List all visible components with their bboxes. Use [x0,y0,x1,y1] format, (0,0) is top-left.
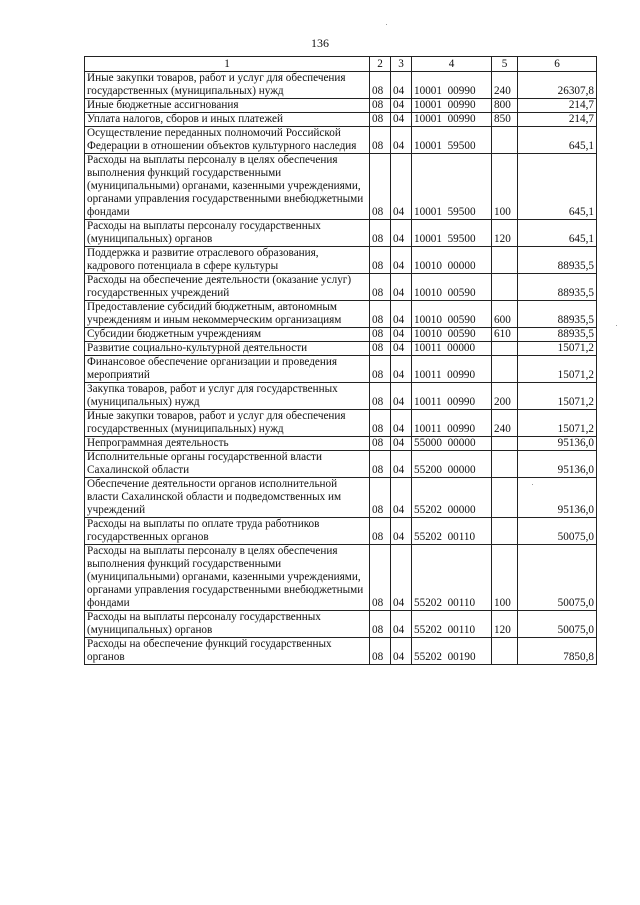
row-subsection: 04 [391,611,412,638]
row-subsection: 04 [391,638,412,665]
table-row [85,154,597,220]
row-target-article: 10010 00590 [412,274,492,301]
row-target-article: 10001 00990 [412,113,492,127]
row-subsection: 04 [391,154,412,220]
row-subsection: 04 [391,99,412,113]
row-expense-type: 850 [492,113,518,127]
header-col-6: 6 [518,57,597,72]
table-row [85,220,597,247]
row-section: 08 [370,72,391,99]
row-amount: 15071,2 [518,342,597,356]
row-name: Иные бюджетные ассигнования [85,99,370,113]
table-row [85,356,597,383]
row-section: 08 [370,220,391,247]
row-amount: 50075,0 [518,518,597,545]
row-target-article: 55202 00000 [412,478,492,518]
row-target-article: 10001 00990 [412,72,492,99]
table-row [85,518,597,545]
row-name: Финансовое обеспечение организации и проведения мероприятий [85,356,370,383]
table-row [85,274,597,301]
row-amount: 15071,2 [518,410,597,437]
row-section: 08 [370,328,391,342]
row-section: 08 [370,410,391,437]
row-name: Исполнительные органы государственной власти Сахалинской области [85,451,370,478]
table-row [85,247,597,274]
row-expense-type: 120 [492,611,518,638]
row-section: 08 [370,356,391,383]
row-expense-type: 610 [492,328,518,342]
row-name: Иные закупки товаров, работ и услуг для обеспечения государственных (муниципальных) нужд [85,72,370,99]
table-row [85,451,597,478]
scan-speck [616,325,617,326]
row-name: Уплата налогов, сборов и иных платежей [85,113,370,127]
row-subsection: 04 [391,274,412,301]
row-expense-type [492,356,518,383]
row-section: 08 [370,301,391,328]
row-name: Осуществление переданных полномочий Российской Федерации в отношении объектов культурного наследия [85,127,370,154]
row-subsection: 04 [391,383,412,410]
row-subsection: 04 [391,356,412,383]
budget-table [84,56,597,665]
row-subsection: 04 [391,328,412,342]
row-target-article: 10001 59500 [412,127,492,154]
table-row [85,328,597,342]
row-name: Расходы на выплаты персоналу в целях обеспечения выполнения функций государственными (муниципальными) органами, казенными учреждениями, органами управления государственными внебюджетными фондами [85,154,370,220]
row-amount: 50075,0 [518,545,597,611]
row-expense-type: 600 [492,301,518,328]
row-expense-type: 240 [492,72,518,99]
row-target-article: 10011 00990 [412,383,492,410]
row-section: 08 [370,451,391,478]
row-amount: 645,1 [518,127,597,154]
table-row [85,72,597,99]
row-name: Расходы на обеспечение деятельности (оказание услуг) государственных учреждений [85,274,370,301]
row-amount: 88935,5 [518,274,597,301]
row-name: Субсидии бюджетным учреждениям [85,328,370,342]
row-subsection: 04 [391,72,412,99]
row-expense-type [492,518,518,545]
row-subsection: 04 [391,342,412,356]
row-expense-type [492,437,518,451]
row-name: Иные закупки товаров, работ и услуг для обеспечения государственных (муниципальных) нужд [85,410,370,437]
row-subsection: 04 [391,478,412,518]
row-subsection: 04 [391,451,412,478]
row-amount: 26307,8 [518,72,597,99]
row-target-article: 55202 00190 [412,638,492,665]
row-expense-type: 800 [492,99,518,113]
row-target-article: 10010 00590 [412,301,492,328]
row-amount: 15071,2 [518,383,597,410]
row-section: 08 [370,383,391,410]
row-section: 08 [370,437,391,451]
row-name: Обеспечение деятельности органов исполнительной власти Сахалинской области и подведомственных им учреждений [85,478,370,518]
table-row [85,545,597,611]
row-expense-type [492,247,518,274]
header-col-3: 3 [391,57,412,72]
row-expense-type: 240 [492,410,518,437]
table-row [85,113,597,127]
row-target-article: 55000 00000 [412,437,492,451]
row-expense-type: 100 [492,545,518,611]
row-target-article: 55202 00110 [412,545,492,611]
row-section: 08 [370,638,391,665]
table-row [85,127,597,154]
row-name: Расходы на выплаты персоналу государственных (муниципальных) органов [85,220,370,247]
table-row [85,301,597,328]
row-amount: 15071,2 [518,356,597,383]
row-section: 08 [370,127,391,154]
header-col-2: 2 [370,57,391,72]
scan-speck [386,24,387,25]
header-row [85,57,597,72]
table-row [85,410,597,437]
table-row [85,638,597,665]
row-expense-type [492,342,518,356]
row-section: 08 [370,247,391,274]
row-name: Расходы на выплаты персоналу государственных (муниципальных) органов [85,611,370,638]
row-target-article: 10011 00990 [412,410,492,437]
row-expense-type: 200 [492,383,518,410]
row-subsection: 04 [391,220,412,247]
row-name: Предоставление субсидий бюджетным, автономным учреждениям и иным некоммерческим организациям [85,301,370,328]
row-expense-type [492,478,518,518]
row-amount: 214,7 [518,99,597,113]
row-subsection: 04 [391,127,412,154]
row-section: 08 [370,113,391,127]
table-row [85,99,597,113]
row-subsection: 04 [391,518,412,545]
row-target-article: 10001 59500 [412,154,492,220]
row-target-article: 10011 00990 [412,356,492,383]
row-section: 08 [370,154,391,220]
row-name: Развитие социально-культурной деятельности [85,342,370,356]
row-expense-type [492,638,518,665]
row-name: Закупка товаров, работ и услуг для государственных (муниципальных) нужд [85,383,370,410]
row-subsection: 04 [391,247,412,274]
table-row [85,437,597,451]
row-expense-type: 120 [492,220,518,247]
row-amount: 214,7 [518,113,597,127]
row-name: Поддержка и развитие отраслевого образования, кадрового потенциала в сфере культуры [85,247,370,274]
row-subsection: 04 [391,545,412,611]
row-amount: 88935,5 [518,301,597,328]
table-row [85,342,597,356]
row-subsection: 04 [391,437,412,451]
row-expense-type: 100 [492,154,518,220]
row-name: Расходы на выплаты персоналу в целях обеспечения выполнения функций государственными (муниципальными) органами, казенными учреждениями, органами управления государственными внебюджетными фондами [85,545,370,611]
scan-speck [532,484,533,485]
row-target-article: 55202 00110 [412,518,492,545]
header-col-5: 5 [492,57,518,72]
row-section: 08 [370,274,391,301]
row-section: 08 [370,518,391,545]
row-section: 08 [370,611,391,638]
row-name: Расходы на обеспечение функций государственных органов [85,638,370,665]
table-row [85,611,597,638]
row-name: Расходы на выплаты по оплате труда работников государственных органов [85,518,370,545]
row-target-article: 10001 59500 [412,220,492,247]
row-section: 08 [370,99,391,113]
row-target-article: 10001 00990 [412,99,492,113]
row-expense-type [492,274,518,301]
table-row [85,478,597,518]
row-subsection: 04 [391,113,412,127]
row-amount: 88935,5 [518,328,597,342]
page-number: 136 [311,36,329,50]
row-target-article: 10010 00590 [412,328,492,342]
header-col-1: 1 [85,57,370,72]
row-expense-type [492,127,518,154]
row-subsection: 04 [391,410,412,437]
header-col-4: 4 [412,57,492,72]
row-amount: 50075,0 [518,611,597,638]
row-amount: 7850,8 [518,638,597,665]
row-amount: 95136,0 [518,478,597,518]
row-expense-type [492,451,518,478]
table-row [85,383,597,410]
row-subsection: 04 [391,301,412,328]
row-amount: 645,1 [518,220,597,247]
row-target-article: 55200 00000 [412,451,492,478]
row-section: 08 [370,342,391,356]
row-amount: 88935,5 [518,247,597,274]
row-amount: 95136,0 [518,437,597,451]
row-amount: 95136,0 [518,451,597,478]
row-amount: 645,1 [518,154,597,220]
row-target-article: 10011 00000 [412,342,492,356]
row-section: 08 [370,478,391,518]
row-target-article: 10010 00000 [412,247,492,274]
row-section: 08 [370,545,391,611]
row-name: Непрограммная деятельность [85,437,370,451]
row-target-article: 55202 00110 [412,611,492,638]
